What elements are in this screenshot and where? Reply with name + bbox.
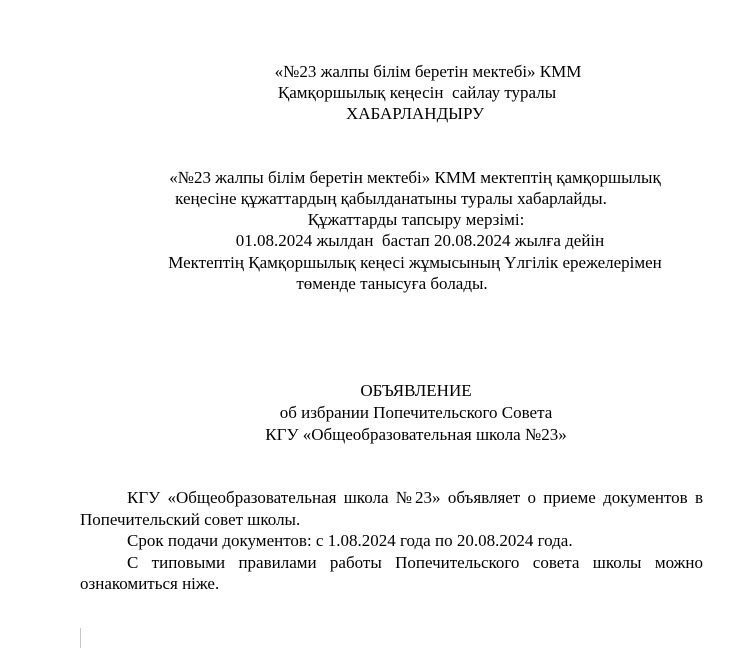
ru-title-line-3: КГУ «Общеобразовательная школа №23» <box>265 425 567 444</box>
ru-paragraph-3: С типовыми правилами работы Попечительского совета школы можно ознакомиться ніже. <box>80 552 703 593</box>
kz-body-line-2: кеңесіне құжаттардың қабылданатыны туралы хабарлайды. <box>175 189 607 208</box>
ru-title-line-2: об избрании Попечительского Совета <box>279 403 553 422</box>
kz-body-line-1: «№23 жалпы білім беретін мектебі» КММ мектептің қамқоршылық <box>169 168 661 187</box>
ru-body <box>80 487 703 595</box>
text-cursor[interactable] <box>80 628 81 648</box>
kz-title-heading: ХАБАРЛАНДЫРУ <box>345 104 485 123</box>
kz-title-line-2: Қамқоршылық кеңесін сайлау туралы <box>277 83 557 102</box>
kz-body-line-5: Мектептің Қамқоршылық кеңесі жұмысының Үлгілік ережелерімен <box>168 253 662 272</box>
ru-paragraph-1: КГУ «Общеобразовательная школа №23» объявляет о приеме документов в Попечительский совет школы. <box>80 488 703 529</box>
kz-title-line-1: «№23 жалпы білім беретін мектебі» КММ <box>274 62 582 81</box>
kz-body-line-6: төменде танысуға болады. <box>296 274 488 293</box>
ru-title-heading: ОБЪЯВЛЕНИЕ <box>360 381 472 400</box>
ru-paragraph-2: Срок подачи документов: с 1.08.2024 года по 20.08.2024 года. <box>127 531 573 550</box>
kz-body-line-4: 01.08.2024 жылдан бастап 20.08.2024 жылға дейін <box>235 231 605 250</box>
kz-body-line-3: Құжаттарды тапсыру мерзімі: <box>307 210 525 229</box>
